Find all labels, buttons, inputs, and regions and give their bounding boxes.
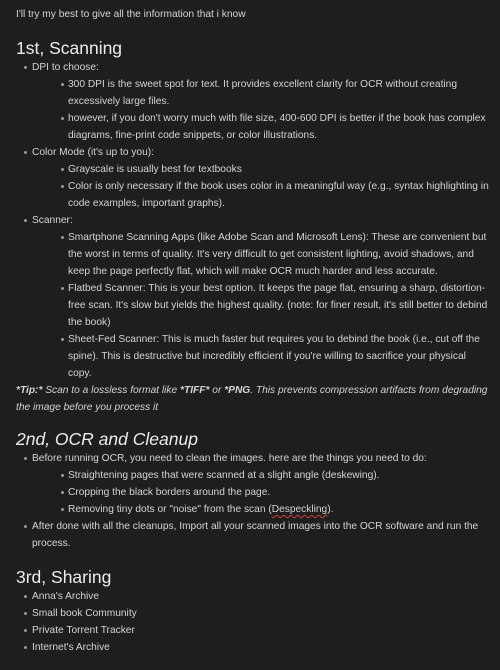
list-item-text: Small book Community [32, 608, 137, 619]
bullet-icon [61, 508, 64, 511]
section-heading: 2nd, OCR and Cleanup [16, 429, 198, 449]
list-item-text: Scanner: [32, 215, 73, 226]
bullet-icon [61, 236, 64, 239]
list-item [16, 605, 492, 622]
text-run: Removing tiny dots or "noise" from the scan ( [68, 504, 272, 515]
bullet-icon [24, 612, 27, 615]
sub-list-item-text [68, 504, 333, 515]
bullet-icon [61, 185, 64, 188]
sub-list [32, 229, 492, 382]
section-sharing [16, 566, 492, 656]
bullet-list [16, 59, 492, 382]
sub-list-item [32, 280, 492, 331]
section-ocr-cleanup [16, 428, 492, 552]
sub-list-item [32, 110, 492, 144]
tip-format-png: *PNG [224, 385, 251, 396]
tip-text: . This prevents compression artifacts from degrading the image before you process it [16, 385, 488, 413]
section-heading: 3rd, Sharing [16, 567, 112, 587]
list-item [16, 212, 492, 382]
sub-list-item [32, 76, 492, 110]
sub-list-item [32, 501, 492, 518]
sub-list-item [32, 161, 492, 178]
sub-list-item [32, 229, 492, 280]
list-item-text: Internet's Archive [32, 642, 110, 653]
list-item [16, 144, 492, 212]
sub-list-item-text: Color is only necessary if the book uses color in a meaningful way (e.g., syntax highlighting in code examples, important graphs). [68, 181, 489, 209]
sub-list [32, 467, 492, 518]
sub-list-item-text: Straightening pages that were scanned at a slight angle (deskewing). [68, 470, 380, 481]
bullet-icon [24, 646, 27, 649]
bullet-icon [61, 474, 64, 477]
sub-list-item [32, 331, 492, 382]
bullet-icon [24, 525, 27, 528]
bullet-icon [61, 117, 64, 120]
bullet-icon [61, 338, 64, 341]
text-run: ). [327, 504, 334, 515]
bullet-icon [24, 595, 27, 598]
list-item-text: Anna's Archive [32, 591, 100, 602]
sub-list [32, 161, 492, 212]
list-item-text: Private Torrent Tracker [32, 625, 135, 636]
document [16, 6, 492, 656]
sub-list-item-text: Flatbed Scanner: This is your best option. It keeps the page flat, ensuring a sharp, distortion-free scan. It's slow but yields the highest quality. (note: for finer result, it's still better to debind the book) [68, 283, 488, 328]
list-item-text: Color Mode (it's up to you): [32, 147, 154, 158]
sub-list-item-text: however, if you don't worry much with file size, 400-600 DPI is better if the book has complex diagrams, fine-print code snippets, or color illustrations. [68, 113, 486, 141]
list-item [16, 622, 492, 639]
tip-text: Scan to a lossless format like [42, 385, 181, 396]
bullet-icon [24, 219, 27, 222]
sub-list-item-text: Sheet-Fed Scanner: This is much faster but requires you to debind the book (i.e., cut off the spine). This is destructive but incredibly efficient if you're willing to sacrifice your physical copy. [68, 334, 480, 379]
section-heading: 1st, Scanning [16, 38, 123, 58]
bullet-list [16, 450, 492, 552]
bullet-list [16, 588, 492, 656]
bullet-icon [61, 287, 64, 290]
sub-list-item-text: Grayscale is usually best for textbooks [68, 164, 242, 175]
tip-text: or [209, 385, 225, 396]
bullet-icon [24, 151, 27, 154]
spellcheck-word[interactable]: Despeckling [271, 504, 328, 515]
sub-list-item [32, 484, 492, 501]
bullet-icon [61, 491, 64, 494]
tip-format-tiff: *TIFF* [180, 385, 210, 396]
bullet-icon [61, 168, 64, 171]
bullet-icon [24, 629, 27, 632]
list-item-text: Before running OCR, you need to clean the images. here are the things you need to do: [32, 453, 427, 464]
tip-label: *Tip:* [16, 385, 43, 396]
sub-list-item-text: Smartphone Scanning Apps (like Adobe Scan and Microsoft Lens): These are convenient but the worst in terms of quality. It's very difficult to get consistent lighting, avoid shadows, and keep the page perfectly flat, which will make OCR much harder and less accurate. [68, 232, 487, 277]
section-scanning [16, 37, 492, 416]
list-item-text: After done with all the cleanups, Import all your scanned images into the OCR software and run the process. [32, 521, 479, 549]
tip-paragraph [16, 382, 492, 416]
list-item [16, 518, 492, 552]
sub-list-item-text: 300 DPI is the sweet spot for text. It provides excellent clarity for OCR without creating excessively large files. [68, 79, 457, 107]
sub-list-item [32, 178, 492, 212]
bullet-icon [24, 457, 27, 460]
sub-list-item-text: Cropping the black borders around the page. [68, 487, 271, 498]
sub-list-item [32, 467, 492, 484]
bullet-icon [61, 83, 64, 86]
list-item [16, 588, 492, 605]
list-item [16, 450, 492, 518]
list-item [16, 639, 492, 656]
sub-list [32, 76, 492, 144]
list-item [16, 59, 492, 144]
list-item-text: DPI to choose: [32, 62, 99, 73]
intro-text: I'll try my best to give all the information that i know [16, 9, 246, 20]
bullet-icon [24, 66, 27, 69]
